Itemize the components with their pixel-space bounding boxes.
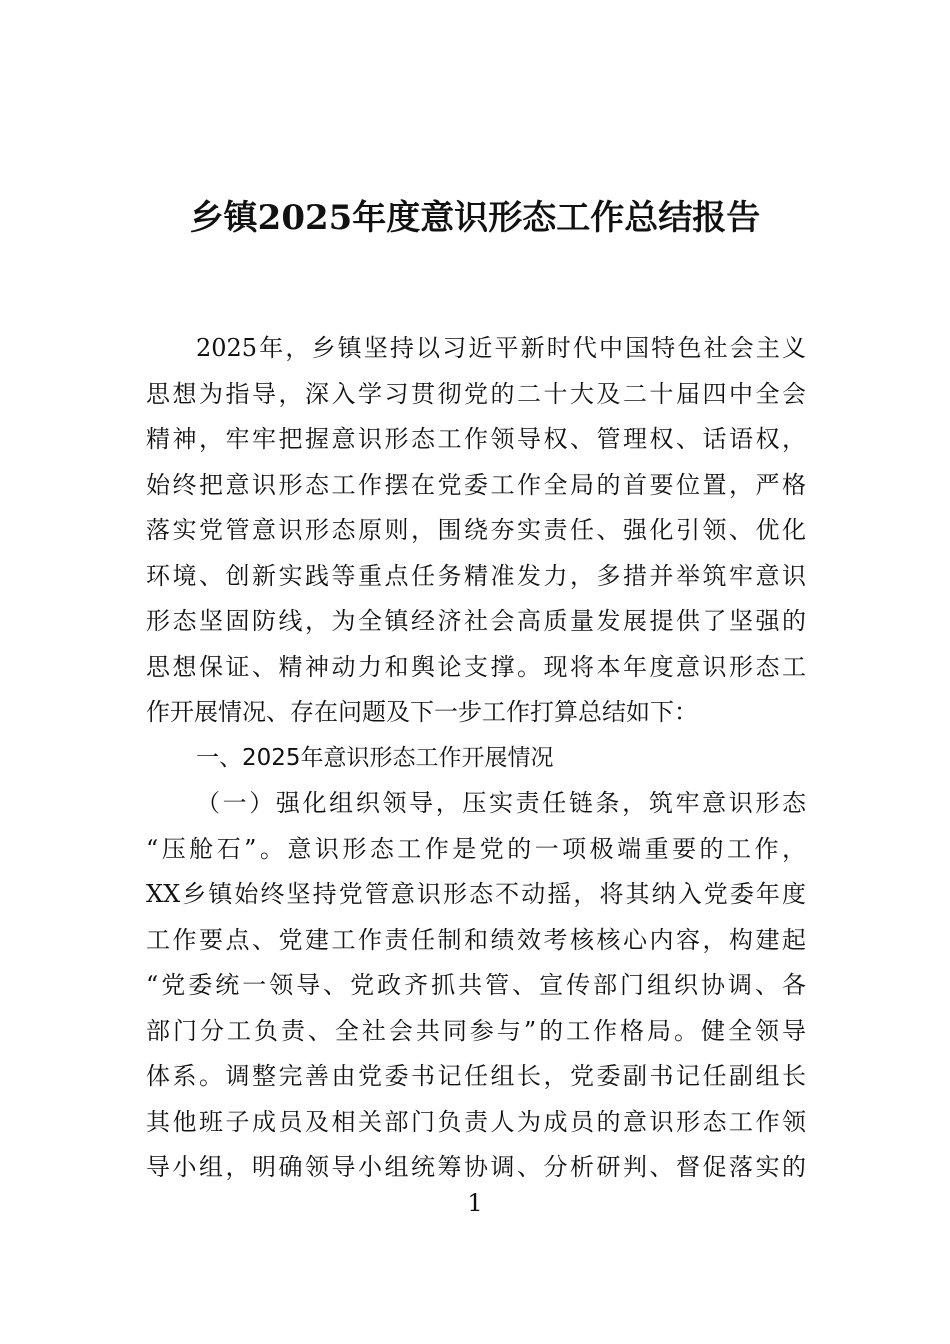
paragraph-line: 落实党管意识形态原则，围绕夯实责任、强化引领、优化 <box>146 516 806 544</box>
paragraph-line: 其他班子成员及相关部门负责人为成员的意识形态工作领 <box>146 1107 806 1136</box>
paragraph-line: 思想为指导，深入学习贯彻党的二十大及二十届四中全会 <box>146 379 806 408</box>
paragraph-line: 体系。调整完善由党委书记任组长，党委副书记任副组长 <box>146 1062 806 1090</box>
paragraph-line: XX乡镇始终坚持党管意识形态不动摇，将其纳入党委年度 <box>146 880 806 908</box>
paragraph-line: 工作要点、党建工作责任制和绩效考核核心内容，构建起 <box>146 925 806 954</box>
paragraph-line: 部门分工负责、全社会共同参与”的工作格局。健全领导 <box>146 1016 806 1045</box>
paragraph-line: 导小组，明确领导小组统筹协调、分析研判、督促落实的 <box>146 1153 806 1181</box>
paragraph-line: “压舱石”。意识形态工作是党的一项极端重要的工作， <box>146 834 806 863</box>
paragraph-line: 环境、创新实践等重点任务精准发力，多措并举筑牢意识 <box>146 561 806 590</box>
paragraph-line: “党委统一领导、党政齐抓共管、宣传部门组织协调、各 <box>146 971 806 999</box>
paragraph-line: 形态坚固防线，为全镇经济社会高质量发展提供了坚强的 <box>146 607 806 635</box>
document-body <box>146 326 806 1191</box>
section-heading: 一、2025年意识形态工作开展情况 <box>196 744 554 771</box>
document-title: 乡镇2025年度意识形态工作总结报告 <box>189 198 761 238</box>
paragraph-line: 精神，牢牢把握意识形态工作领导权、管理权、话语权， <box>146 425 806 453</box>
paragraph-line: 作开展情况、存在问题及下一步工作打算总结如下： <box>146 698 698 726</box>
page-number: 1 <box>467 1189 483 1217</box>
paragraph-line: 始终把意识形态工作摆在党委工作全局的首要位置，严格 <box>146 470 806 499</box>
paragraph-line: 2025年，乡镇坚持以习近平新时代中国特色社会主义 <box>196 334 806 362</box>
paragraph-line: （一）强化组织领导，压实责任链条，筑牢意识形态 <box>196 789 806 817</box>
paragraph-line: 思想保证、精神动力和舆论支撑。现将本年度意识形态工 <box>146 652 806 681</box>
